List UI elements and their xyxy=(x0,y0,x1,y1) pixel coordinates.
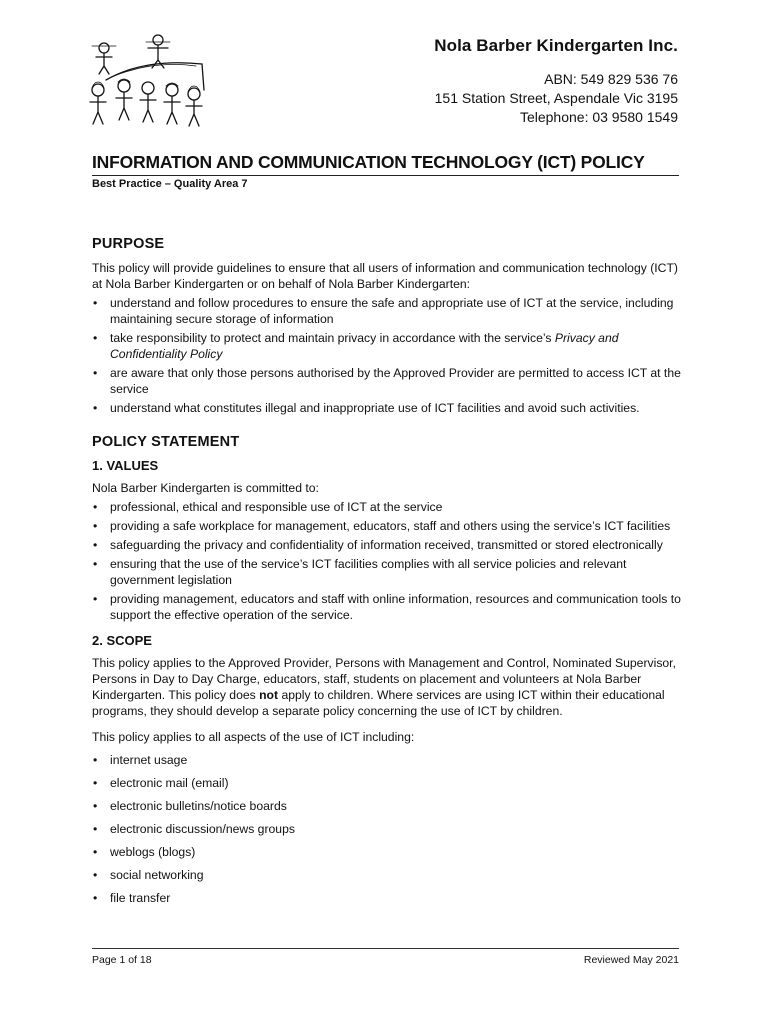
organisation-name: Nola Barber Kindergarten Inc. xyxy=(434,36,678,55)
abn-number: ABN: 549 829 536 76 xyxy=(544,71,678,87)
list-item: • are aware that only those persons authorised by the Approved Provider are permitted to access ICT at the service xyxy=(92,365,682,397)
scope-heading: 2. SCOPE xyxy=(92,633,152,648)
purpose-heading: PURPOSE xyxy=(92,236,165,252)
address: 151 Station Street, Aspendale Vic 3195 xyxy=(434,90,678,106)
list-item: • professional, ethical and responsible use of ICT at the service xyxy=(92,499,682,515)
scope-emphasis: not xyxy=(259,688,279,702)
organisation-block xyxy=(434,36,678,127)
list-item: • file transfer xyxy=(92,890,682,906)
list-item: • social networking xyxy=(92,867,682,883)
purpose-list xyxy=(92,295,682,416)
list-item: • understand and follow procedures to ensure the safe and appropriate use of ICT at the service, including maintaining secure storage of information xyxy=(92,295,682,327)
values-heading: 1. VALUES xyxy=(92,458,159,473)
policy-subtitle: Best Practice – Quality Area 7 xyxy=(92,178,248,190)
children-drawing-logo-icon xyxy=(84,30,214,130)
scope-list xyxy=(92,752,682,906)
list-item xyxy=(92,330,682,362)
list-item: • providing a safe workplace for management, educators, staff and others using the service’s ICT facilities xyxy=(92,518,682,534)
page-number: Page 1 of 18 xyxy=(92,954,152,966)
list-item: • providing management, educators and staff with online information, resources and communication tools to support the effective operation of the service. xyxy=(92,591,682,623)
policy-body xyxy=(92,236,682,906)
list-item: • internet usage xyxy=(92,752,682,768)
scope-text: This policy applies to the Approved Provider, Persons with Management and Control, Nominated Supervisor, Persons in Day to Day Charge, educators, staff, students on placement and volunteers at Nola Barber Kindergarten. This policy does xyxy=(92,656,676,702)
list-item-text: take responsibility to protect and maintain privacy in accordance with the service’s xyxy=(110,331,555,345)
policy-statement-heading: POLICY STATEMENT xyxy=(92,434,240,450)
scope-intro: This policy applies to all aspects of the use of ICT including: xyxy=(92,730,415,744)
purpose-intro: This policy will provide guidelines to ensure that all users of information and communication technology (ICT) at Nola Barber Kindergarten or on behalf of Nola Barber Kindergarten: xyxy=(92,261,678,291)
policy-reference: Privacy and Confidentiality Policy xyxy=(110,331,619,361)
policy-title: INFORMATION AND COMMUNICATION TECHNOLOGY (ICT) POLICY xyxy=(92,152,679,176)
values-intro: Nola Barber Kindergarten is committed to: xyxy=(92,481,319,495)
scope-paragraph xyxy=(92,655,682,719)
values-list xyxy=(92,499,682,623)
telephone: Telephone: 03 9580 1549 xyxy=(519,109,678,125)
list-item: • understand what constitutes illegal and inappropriate use of ICT facilities and avoid such activities. xyxy=(92,400,682,416)
list-item: • weblogs (blogs) xyxy=(92,844,682,860)
list-item: • electronic mail (email) xyxy=(92,775,682,791)
list-item: • electronic discussion/news groups xyxy=(92,821,682,837)
list-item: • ensuring that the use of the service’s ICT facilities complies with all service policies and relevant government legislation xyxy=(92,556,682,588)
review-date: Reviewed May 2021 xyxy=(583,954,679,966)
footer-divider xyxy=(92,948,679,949)
scope-text: apply to children. Where services are using ICT within their educational programs, they should develop a separate policy concerning the use of ICT by children. xyxy=(92,688,665,718)
list-item: • electronic bulletins/notice boards xyxy=(92,798,682,814)
list-item: • safeguarding the privacy and confidentiality of information received, transmitted or stored electronically xyxy=(92,537,682,553)
